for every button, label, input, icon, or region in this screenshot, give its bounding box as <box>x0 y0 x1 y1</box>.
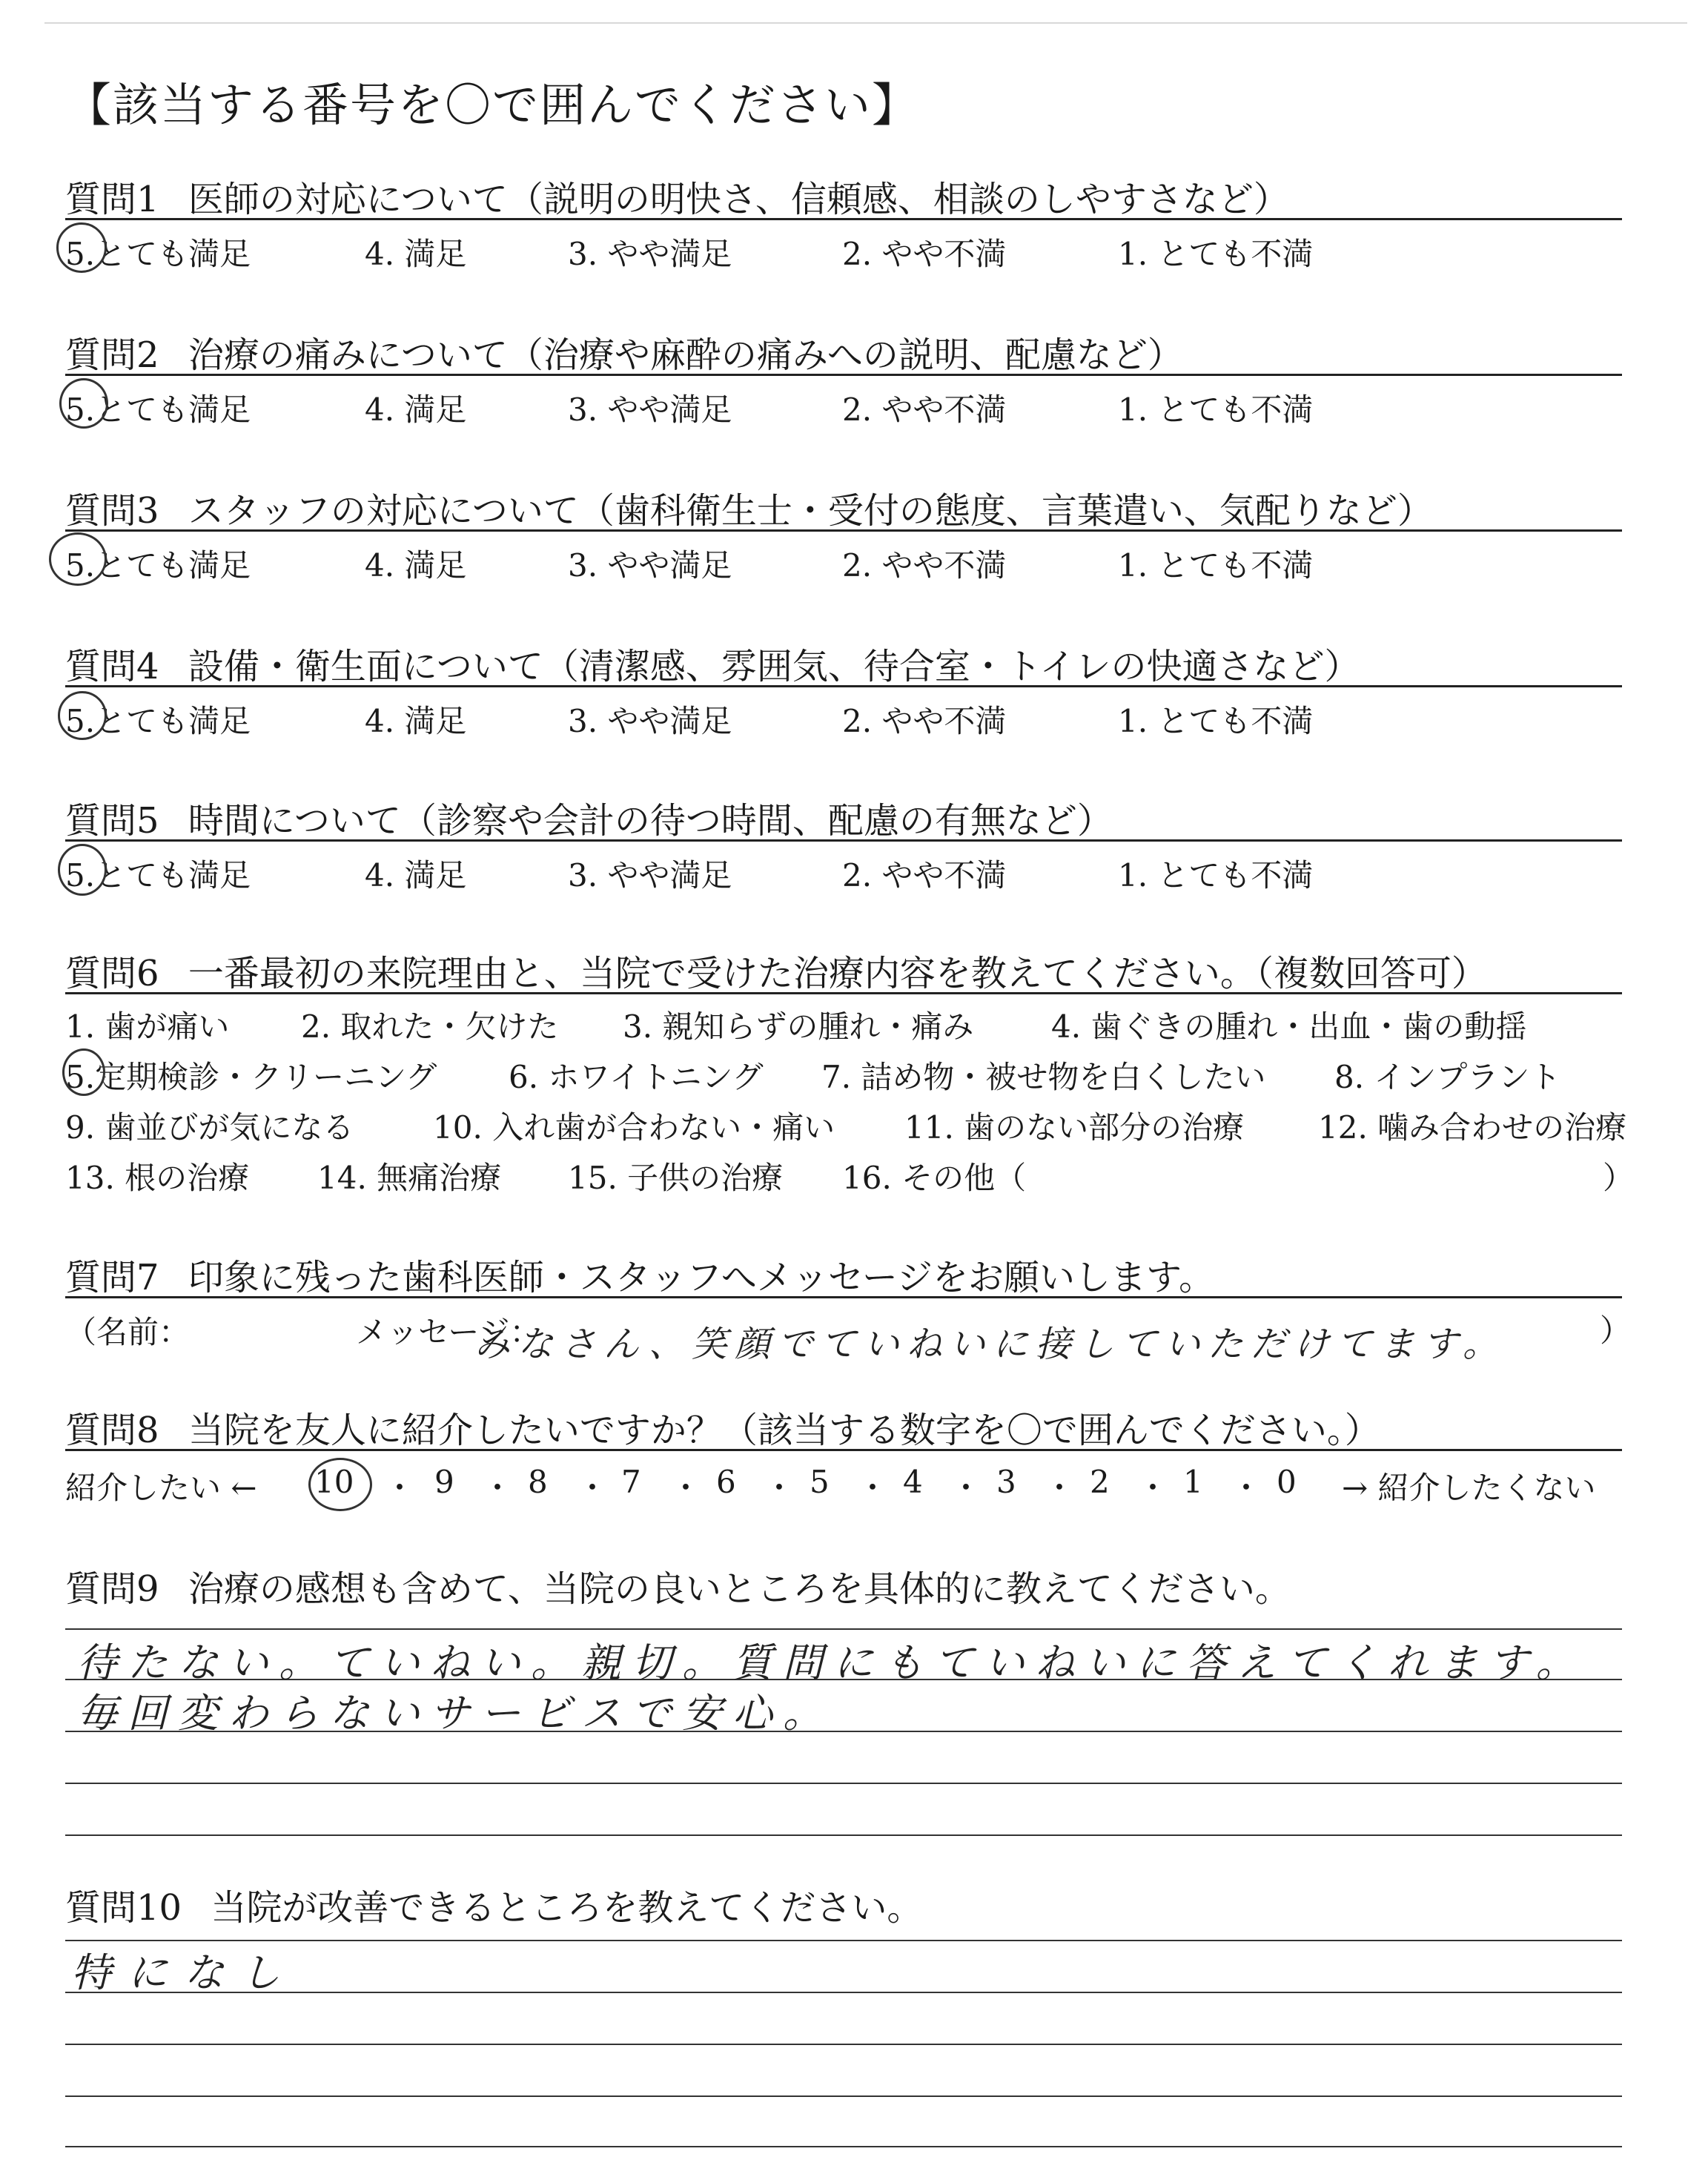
question-number: 質問4 <box>65 646 159 687</box>
question-text: 治療の感想も含めて、当院の良いところを具体的に教えてください。 <box>188 1568 1291 1610</box>
scale-8[interactable]: 8 <box>528 1464 548 1500</box>
question-text: 医師の対応について（説明の明快さ、信頼感、相談のしやすさなど） <box>188 179 1289 220</box>
question-number: 質問5 <box>65 800 159 842</box>
q6-option[interactable]: 9. 歯並びが気になる <box>65 1109 354 1146</box>
question-text: 一番最初の来院理由と、当院で受けた治療内容を教えてください。（複数回答可） <box>188 953 1487 994</box>
rating-options-2 <box>65 386 1622 427</box>
question-text: 当院を友人に紹介したいですか？（該当する数字を〇で囲んでください。） <box>188 1410 1380 1451</box>
option-5[interactable]: 5.とても満足 <box>65 857 251 894</box>
question-text: 時間について（診察や会計の待つ時間、配慮の有無など） <box>188 800 1113 842</box>
handwritten-improvement: 特になし <box>71 1949 297 1996</box>
question-number: 質問2 <box>65 334 159 376</box>
question-number: 質問1 <box>65 179 159 220</box>
answer-line <box>65 1940 1622 1941</box>
rating-options-1 <box>65 230 1622 271</box>
handwritten-answer-line-1: 待たない。ていねい。親切。質問にもていねいに答えてくれます。 <box>77 1639 1586 1686</box>
scan-edge <box>44 22 1687 24</box>
scale-dot: ・ <box>857 1470 889 1506</box>
q6-option[interactable]: 8. インプラント <box>1334 1059 1561 1095</box>
question-6 <box>65 945 1622 994</box>
question-3 <box>65 482 1622 532</box>
question-number: 質問7 <box>65 1257 159 1298</box>
option-2[interactable]: 2. やや不満 <box>842 857 1007 894</box>
question-number: 質問8 <box>65 1410 159 1451</box>
option-1[interactable]: 1. とても不満 <box>1118 857 1314 894</box>
q6-option[interactable]: 14. 無痛治療 <box>317 1160 502 1196</box>
answer-line <box>65 1992 1622 1993</box>
rating-options-4 <box>65 697 1622 739</box>
question-number: 質問10 <box>65 1887 182 1929</box>
option-3[interactable]: 3. やや満足 <box>568 547 732 584</box>
option-4[interactable]: 4. 満足 <box>365 392 467 428</box>
scale-2[interactable]: 2 <box>1090 1464 1110 1500</box>
option-1[interactable]: 1. とても不満 <box>1118 392 1314 428</box>
handwritten-message: みなさん、笑顔でていねいに接していただけてます。 <box>474 1324 1506 1365</box>
answer-line <box>65 2095 1622 2097</box>
q6-option[interactable]: 5.定期検診・クリーニング <box>65 1059 437 1095</box>
selection-circle <box>58 844 107 896</box>
option-3[interactable]: 3. やや満足 <box>568 392 732 428</box>
scale-dot: ・ <box>950 1470 982 1506</box>
option-1[interactable]: 1. とても不満 <box>1118 703 1314 739</box>
scale-1[interactable]: 1 <box>1183 1464 1203 1500</box>
scale-4[interactable]: 4 <box>903 1464 923 1500</box>
option-3[interactable]: 3. やや満足 <box>568 236 732 272</box>
question-rule <box>65 1296 1622 1298</box>
question-5 <box>65 792 1622 842</box>
q6-option[interactable]: 16. その他（ <box>842 1160 1027 1196</box>
question-text: 当院が改善できるところを教えてください。 <box>211 1887 923 1929</box>
q6-option[interactable]: 6. ホワイトニング <box>509 1059 764 1095</box>
selection-circle <box>58 691 107 740</box>
question-8 <box>65 1401 1622 1451</box>
option-4[interactable]: 4. 満足 <box>365 547 467 584</box>
option-4[interactable]: 4. 満足 <box>365 236 467 272</box>
q6-option[interactable]: 7. 詰め物・被せ物を白くしたい <box>821 1059 1266 1095</box>
question-text: スタッフの対応について（歯科衛生士・受付の態度、言葉遣い、気配りなど） <box>188 490 1433 532</box>
message-label: メッセージ： <box>356 1314 541 1350</box>
q6-option[interactable]: 12. 噛み合わせの治療 <box>1318 1109 1627 1146</box>
answer-line <box>65 1628 1622 1630</box>
selection-circle <box>62 1048 105 1096</box>
message-close-paren: ） <box>1600 1312 1632 1349</box>
scale-dot: ・ <box>1231 1470 1262 1506</box>
answer-line <box>65 2044 1622 2045</box>
handwritten-answer-line-2: 毎回変わらないサービスで安心。 <box>77 1690 833 1737</box>
answer-line <box>65 1783 1622 1784</box>
q6-option[interactable]: 1. 歯が痛い <box>65 1008 230 1045</box>
recommend-scale <box>65 1464 1622 1505</box>
scale-5[interactable]: 5 <box>810 1464 830 1500</box>
question-number: 質問3 <box>65 490 159 532</box>
question-7 <box>65 1249 1622 1298</box>
scale-right-label: → 紹介したくない <box>1342 1470 1596 1506</box>
q6-option[interactable]: 10. 入れ歯が合わない・痛い <box>433 1109 835 1146</box>
q6-option[interactable]: 2. 取れた・欠けた <box>301 1008 559 1045</box>
option-1[interactable]: 1. とても不満 <box>1118 236 1314 272</box>
scale-dot: ・ <box>764 1470 795 1506</box>
question-rule <box>65 839 1622 842</box>
scale-dot: ・ <box>384 1470 416 1506</box>
option-5[interactable]: 5.とても満足 <box>65 236 251 272</box>
scale-dot: ・ <box>1044 1470 1076 1506</box>
q6-option[interactable]: 11. 歯のない部分の治療 <box>904 1109 1245 1146</box>
scale-7[interactable]: 7 <box>621 1464 641 1500</box>
q6-option[interactable]: 15. 子供の治療 <box>568 1160 784 1196</box>
question-rule <box>65 685 1622 687</box>
option-2[interactable]: 2. やや不満 <box>842 547 1007 584</box>
option-5[interactable]: 5.とても満足 <box>65 547 251 584</box>
option-3[interactable]: 3. やや満足 <box>568 857 732 894</box>
scale-3[interactable]: 3 <box>996 1464 1016 1500</box>
question-rule <box>65 529 1622 532</box>
option-2[interactable]: 2. やや不満 <box>842 236 1007 272</box>
question-text: 治療の痛みについて（治療や麻酔の痛みへの説明、配慮など） <box>188 334 1183 376</box>
scale-0[interactable]: 0 <box>1277 1464 1297 1500</box>
question-number: 質問6 <box>65 953 159 994</box>
q6-option[interactable]: 4. 歯ぐきの腫れ・出血・歯の動揺 <box>1051 1008 1527 1045</box>
scale-dot: ・ <box>670 1470 702 1506</box>
option-4[interactable]: 4. 満足 <box>365 857 467 894</box>
selection-circle <box>308 1458 372 1511</box>
rating-options-3 <box>65 541 1622 583</box>
scale-10[interactable]: 10 <box>314 1464 354 1500</box>
name-label: （名前： <box>65 1314 191 1350</box>
question-1 <box>65 171 1622 220</box>
question-rule <box>65 1449 1622 1451</box>
question-text: 印象に残った歯科医師・スタッフへメッセージをお願いします。 <box>188 1257 1215 1298</box>
option-2[interactable]: 2. やや不満 <box>842 703 1007 739</box>
q6-option[interactable]: 3. 親知らずの腫れ・痛み <box>623 1008 974 1045</box>
scale-6[interactable]: 6 <box>716 1464 736 1500</box>
question-number: 質問9 <box>65 1568 159 1610</box>
option-2[interactable]: 2. やや不満 <box>842 392 1007 428</box>
scale-9[interactable]: 9 <box>434 1464 454 1500</box>
scale-dot: ・ <box>482 1470 514 1506</box>
question-4 <box>65 638 1622 687</box>
rating-options-5 <box>65 851 1622 893</box>
option-5[interactable]: 5.とても満足 <box>65 703 251 739</box>
question-9 <box>65 1560 1622 1610</box>
scale-dot: ・ <box>1137 1470 1169 1506</box>
q6-other-close: ） <box>1603 1160 1635 1196</box>
question-rule <box>65 218 1622 220</box>
page-title: 【該当する番号を〇で囲んでください】 <box>65 78 920 132</box>
q6-option[interactable]: 13. 根の治療 <box>65 1160 250 1196</box>
option-5[interactable]: 5.とても満足 <box>65 392 251 428</box>
question-2 <box>65 326 1622 376</box>
scale-left-label: 紹介したい ← <box>65 1470 257 1506</box>
answer-line <box>65 1834 1622 1836</box>
option-1[interactable]: 1. とても不満 <box>1118 547 1314 584</box>
question-rule <box>65 374 1622 376</box>
question-text: 設備・衛生面について（清潔感、雰囲気、待合室・トイレの快適さなど） <box>188 646 1360 687</box>
q6-options <box>65 1003 1635 1210</box>
selection-circle <box>56 222 107 273</box>
option-4[interactable]: 4. 満足 <box>365 703 467 739</box>
option-3[interactable]: 3. やや満足 <box>568 703 732 739</box>
answer-line <box>65 2146 1622 2147</box>
question-10 <box>65 1879 1622 1929</box>
selection-circle <box>59 378 108 429</box>
question-rule <box>65 992 1622 994</box>
selection-circle <box>49 532 107 586</box>
scale-dot: ・ <box>577 1470 609 1506</box>
